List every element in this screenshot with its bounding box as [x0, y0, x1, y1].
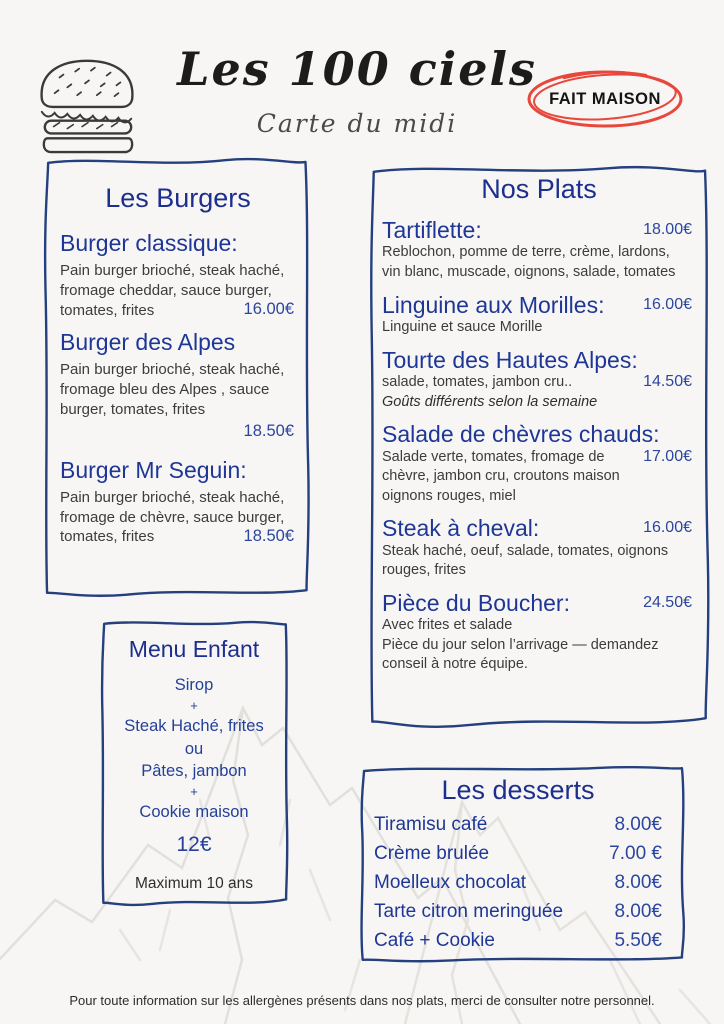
menu-item-tourte — [382, 347, 696, 413]
item-price: 18.50€ — [243, 421, 294, 440]
item-description: Avec frites et salade — [382, 617, 513, 634]
item-description: salade, tomates, jambon cru.. — [382, 374, 573, 390]
item-price: 8.00€ — [614, 814, 662, 835]
item-description: Reblochon, pomme de terre, crème, lardons, vin blanc, muscade, oignons, salade, tomates — [382, 244, 676, 280]
section-title-burgers: Les Burgers — [105, 183, 251, 213]
item-price: 7.00 € — [609, 843, 662, 864]
item-description: Salade verte, tomates, fromage de chèvre, jambon cru, croutons maison oignons rouges, miel — [382, 448, 620, 504]
item-name: Steak à cheval: — [382, 515, 540, 542]
item-name: Crème brulée — [374, 843, 490, 864]
item-name: Tiramisu café — [374, 814, 488, 835]
dessert-row — [374, 930, 662, 952]
enfant-line: ou — [184, 739, 204, 758]
item-name: Burger des Alpes — [60, 329, 236, 356]
enfant-note: Maximum 10 ans — [134, 874, 253, 892]
item-description: Pain burger brioché, steak haché, fromage bleu des Alpes , sauce burger, tomates, frites — [60, 361, 285, 418]
burgers-panel — [40, 153, 312, 600]
menu-item-linguine — [382, 292, 696, 338]
enfant-price: 12€ — [176, 832, 212, 856]
enfant-line: Sirop — [174, 676, 214, 694]
item-description: Steak haché, oeuf, salade, tomates, oignons rouges, frites — [382, 542, 669, 579]
menu-enfant-panel — [98, 618, 290, 908]
item-name: Café + Cookie — [374, 930, 495, 951]
menu-item-tartiflette — [382, 217, 696, 283]
header — [132, 44, 582, 138]
badge-label: FAIT MAISON — [549, 89, 661, 108]
item-price: 8.00€ — [614, 901, 662, 922]
desserts-panel — [354, 763, 688, 963]
dessert-row — [374, 901, 662, 923]
menu-item-burger-des-alpes — [60, 329, 296, 440]
item-note: Pièce du jour selon l’arrivage — demandez conseil à notre équipe. — [382, 636, 659, 673]
menu-item-steak-a-cheval — [382, 515, 696, 581]
section-title-enfant: Menu Enfant — [128, 636, 260, 662]
item-name: Salade de chèvres chauds: — [382, 421, 660, 448]
item-price: 16.00€ — [643, 519, 692, 537]
dessert-row — [374, 814, 662, 836]
menu-item-burger-classique — [60, 230, 296, 319]
enfant-line: Steak Haché, frites — [124, 716, 264, 735]
item-name: Burger classique: — [60, 230, 238, 256]
menu-item-piece-du-boucher — [382, 590, 696, 675]
item-price: 16.00€ — [243, 300, 294, 319]
item-note: Goûts différents selon la semaine — [382, 393, 598, 410]
item-name: Moelleux chocolat — [374, 872, 527, 893]
item-price: 24.50€ — [643, 593, 692, 611]
item-price: 18.00€ — [643, 221, 692, 238]
plus-separator: + — [190, 697, 198, 713]
plus-separator: + — [190, 783, 198, 799]
fait-maison-badge — [524, 66, 686, 132]
item-description: Pain burger brioché, steak haché, fromage cheddar, sauce burger, tomates, frites — [60, 262, 285, 319]
item-price: 14.50€ — [643, 373, 692, 390]
enfant-line: Pâtes, jambon — [141, 762, 247, 781]
dessert-row — [374, 872, 662, 894]
section-title-desserts: Les desserts — [441, 775, 595, 805]
item-description: Pain burger brioché, steak haché, fromage de chèvre, sauce burger, tomates, frites — [60, 488, 285, 546]
item-price: 17.00€ — [643, 447, 692, 465]
item-price: 5.50€ — [614, 930, 662, 951]
dessert-row — [374, 843, 662, 865]
item-name: Tourte des Hautes Alpes: — [382, 346, 638, 373]
page-subtitle: Carte du midi — [256, 108, 458, 138]
item-name: Tartiflette: — [382, 217, 482, 243]
item-price: 18.50€ — [243, 527, 294, 546]
page-title: Les 100 ciels — [177, 42, 537, 96]
menu-item-burger-mr-seguin — [60, 457, 296, 546]
item-name: Burger Mr Seguin: — [60, 456, 247, 483]
item-price: 16.00€ — [643, 295, 692, 313]
item-description: Linguine et sauce Morille — [382, 319, 543, 335]
plats-panel — [364, 158, 712, 732]
item-name: Linguine aux Morilles: — [382, 291, 605, 318]
section-title-plats: Nos Plats — [481, 174, 597, 204]
menu-item-salade-chevres — [382, 421, 696, 506]
enfant-line: Cookie maison — [139, 803, 249, 821]
allergen-notice: Pour toute information sur les allergènes présents dans nos plats, merci de consulter notre personnel. — [69, 993, 655, 1008]
burger-sketch-icon — [28, 50, 146, 158]
item-name: Pièce du Boucher: — [382, 589, 570, 616]
item-price: 8.00€ — [614, 872, 662, 893]
item-name: Tarte citron meringuée — [374, 901, 564, 922]
